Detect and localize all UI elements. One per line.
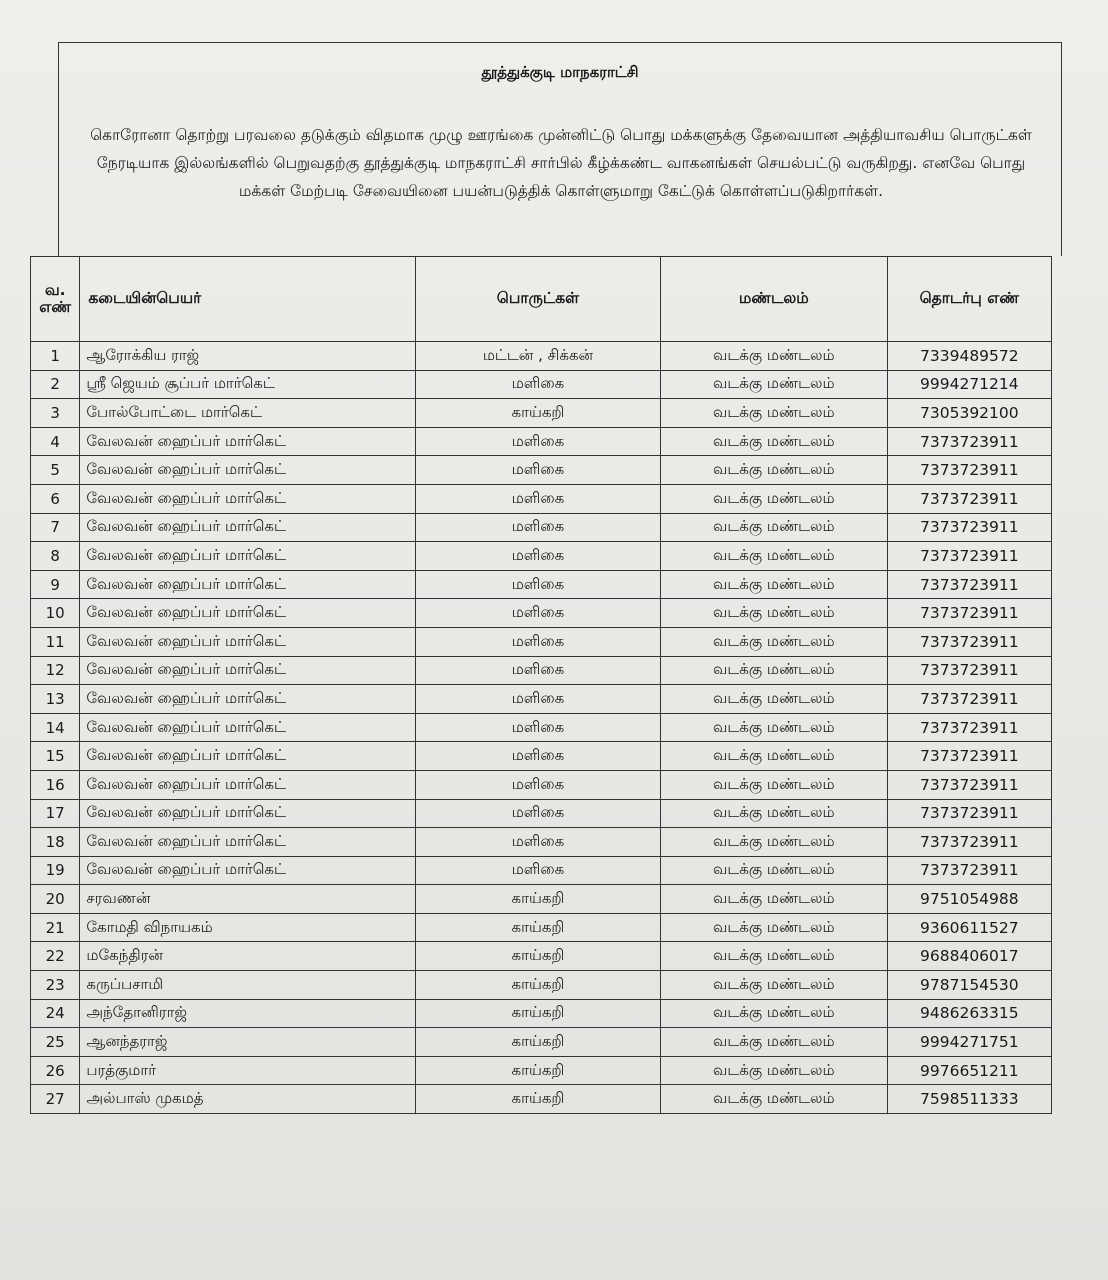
cell-product: மளிகை: [416, 856, 661, 885]
cell-zone: வடக்கு மண்டலம்: [660, 427, 887, 456]
cell-serial-number: 1: [31, 342, 80, 371]
cell-serial-number: 3: [31, 399, 80, 428]
cell-product: மளிகை: [416, 828, 661, 857]
cell-product: காய்கறி: [416, 942, 661, 971]
shop-table: [30, 256, 1052, 1114]
table-row: [31, 971, 1052, 1000]
cell-phone: 7373723911: [887, 513, 1051, 542]
cell-phone: 7373723911: [887, 656, 1051, 685]
cell-phone: 9688406017: [887, 942, 1051, 971]
cell-phone: 7373723911: [887, 599, 1051, 628]
cell-serial-number: 21: [31, 913, 80, 942]
cell-zone: வடக்கு மண்டலம்: [660, 570, 887, 599]
cell-phone: 7373723911: [887, 685, 1051, 714]
table-body: [31, 342, 1052, 1114]
table-row: [31, 942, 1052, 971]
table-row: [31, 542, 1052, 571]
cell-serial-number: 14: [31, 713, 80, 742]
cell-serial-number: 10: [31, 599, 80, 628]
cell-phone: 9976651211: [887, 1056, 1051, 1085]
cell-phone: 7373723911: [887, 484, 1051, 513]
cell-shop-name: வேலவன் ஹைப்பர் மார்கெட்: [80, 742, 416, 771]
cell-shop-name: வேலவன் ஹைப்பர் மார்கெட்: [80, 427, 416, 456]
cell-serial-number: 23: [31, 971, 80, 1000]
table-row: [31, 685, 1052, 714]
table-row: [31, 1085, 1052, 1114]
cell-zone: வடக்கு மண்டலம்: [660, 999, 887, 1028]
cell-phone: 9787154530: [887, 971, 1051, 1000]
cell-product: மளிகை: [416, 484, 661, 513]
cell-zone: வடக்கு மண்டலம்: [660, 456, 887, 485]
cell-product: மளிகை: [416, 599, 661, 628]
cell-shop-name: சரவணன்: [80, 885, 416, 914]
table-row: [31, 1056, 1052, 1085]
table-row: [31, 999, 1052, 1028]
table-row: [31, 828, 1052, 857]
cell-serial-number: 20: [31, 885, 80, 914]
table-row: [31, 342, 1052, 371]
cell-zone: வடக்கு மண்டலம்: [660, 713, 887, 742]
cell-phone: 7373723911: [887, 856, 1051, 885]
cell-shop-name: வேலவன் ஹைப்பர் மார்கெட்: [80, 599, 416, 628]
cell-shop-name: வேலவன் ஹைப்பர் மார்கெட்: [80, 770, 416, 799]
cell-serial-number: 16: [31, 770, 80, 799]
cell-phone: 7373723911: [887, 456, 1051, 485]
cell-product: மளிகை: [416, 627, 661, 656]
header-serial-number: வ. எண்: [31, 257, 80, 342]
table-row: [31, 513, 1052, 542]
cell-zone: வடக்கு மண்டலம்: [660, 627, 887, 656]
cell-product: மளிகை: [416, 570, 661, 599]
cell-zone: வடக்கு மண்டலம்: [660, 685, 887, 714]
cell-serial-number: 6: [31, 484, 80, 513]
cell-zone: வடக்கு மண்டலம்: [660, 342, 887, 371]
table-row: [31, 713, 1052, 742]
cell-product: காய்கறி: [416, 399, 661, 428]
cell-shop-name: வேலவன் ஹைப்பர் மார்கெட்: [80, 542, 416, 571]
header-zone: மண்டலம்: [660, 257, 887, 342]
table-header-row: [31, 257, 1052, 342]
header-shop-name: கடையின்பெயர்: [80, 257, 416, 342]
cell-zone: வடக்கு மண்டலம்: [660, 828, 887, 857]
cell-shop-name: போல்போட்டை மார்கெட்: [80, 399, 416, 428]
header-box: [58, 42, 1062, 256]
cell-phone: 7305392100: [887, 399, 1051, 428]
cell-shop-name: வேலவன் ஹைப்பர் மார்கெட்: [80, 685, 416, 714]
cell-serial-number: 9: [31, 570, 80, 599]
table-row: [31, 627, 1052, 656]
cell-serial-number: 22: [31, 942, 80, 971]
cell-shop-name: வேலவன் ஹைப்பர் மார்கெட்: [80, 828, 416, 857]
cell-phone: 7373723911: [887, 713, 1051, 742]
cell-shop-name: ஆரோக்கிய ராஜ்: [80, 342, 416, 371]
cell-phone: 7339489572: [887, 342, 1051, 371]
cell-zone: வடக்கு மண்டலம்: [660, 1056, 887, 1085]
table-row: [31, 399, 1052, 428]
cell-serial-number: 15: [31, 742, 80, 771]
cell-product: மளிகை: [416, 656, 661, 685]
cell-phone: 7373723911: [887, 427, 1051, 456]
cell-zone: வடக்கு மண்டலம்: [660, 656, 887, 685]
cell-phone: 9751054988: [887, 885, 1051, 914]
cell-shop-name: ஆனந்தராஜ்: [80, 1028, 416, 1057]
cell-product: மளிகை: [416, 685, 661, 714]
cell-serial-number: 24: [31, 999, 80, 1028]
cell-serial-number: 25: [31, 1028, 80, 1057]
cell-phone: 7373723911: [887, 828, 1051, 857]
table-row: [31, 856, 1052, 885]
cell-shop-name: ஸ்ரீ ஜெயம் சூப்பர் மார்கெட்: [80, 370, 416, 399]
cell-zone: வடக்கு மண்டலம்: [660, 1085, 887, 1114]
cell-serial-number: 12: [31, 656, 80, 685]
cell-product: மளிகை: [416, 799, 661, 828]
cell-phone: 9994271751: [887, 1028, 1051, 1057]
cell-zone: வடக்கு மண்டலம்: [660, 799, 887, 828]
cell-product: மளிகை: [416, 542, 661, 571]
cell-zone: வடக்கு மண்டலம்: [660, 484, 887, 513]
cell-phone: 9360611527: [887, 913, 1051, 942]
cell-product: காய்கறி: [416, 1085, 661, 1114]
header-contact: தொடர்பு எண்: [887, 257, 1051, 342]
cell-zone: வடக்கு மண்டலம்: [660, 370, 887, 399]
cell-serial-number: 11: [31, 627, 80, 656]
cell-phone: 7373723911: [887, 627, 1051, 656]
cell-serial-number: 2: [31, 370, 80, 399]
cell-serial-number: 26: [31, 1056, 80, 1085]
cell-serial-number: 13: [31, 685, 80, 714]
cell-shop-name: வேலவன் ஹைப்பர் மார்கெட்: [80, 656, 416, 685]
cell-shop-name: வேலவன் ஹைப்பர் மார்கெட்: [80, 570, 416, 599]
table-row: [31, 742, 1052, 771]
cell-shop-name: அல்பாஸ் முகமத்: [80, 1085, 416, 1114]
cell-product: மளிகை: [416, 713, 661, 742]
cell-shop-name: வேலவன் ஹைப்பர் மார்கெட்: [80, 713, 416, 742]
cell-serial-number: 4: [31, 427, 80, 456]
cell-phone: 7373723911: [887, 742, 1051, 771]
table-row: [31, 770, 1052, 799]
cell-phone: 9994271214: [887, 370, 1051, 399]
cell-product: மளிகை: [416, 427, 661, 456]
cell-zone: வடக்கு மண்டலம்: [660, 971, 887, 1000]
cell-shop-name: வேலவன் ஹைப்பர் மார்கெட்: [80, 513, 416, 542]
cell-serial-number: 8: [31, 542, 80, 571]
cell-shop-name: வேலவன் ஹைப்பர் மார்கெட்: [80, 484, 416, 513]
cell-product: மளிகை: [416, 770, 661, 799]
cell-shop-name: வேலவன் ஹைப்பர் மார்கெட்: [80, 799, 416, 828]
table-row: [31, 456, 1052, 485]
cell-zone: வடக்கு மண்டலம்: [660, 399, 887, 428]
table-row: [31, 913, 1052, 942]
cell-phone: 7373723911: [887, 570, 1051, 599]
cell-product: காய்கறி: [416, 1056, 661, 1085]
cell-zone: வடக்கு மண்டலம்: [660, 913, 887, 942]
cell-product: காய்கறி: [416, 885, 661, 914]
cell-product: காய்கறி: [416, 913, 661, 942]
table-row: [31, 885, 1052, 914]
cell-phone: 7598511333: [887, 1085, 1051, 1114]
cell-shop-name: வேலவன் ஹைப்பர் மார்கெட்: [80, 456, 416, 485]
notice-paragraph: கொரோனா தொற்று பரவலை தடுக்கும் விதமாக முழு ஊரங்கை முன்னிட்டு பொது மக்களுக்கு தேவையான அத்தியாவசிய பொருட்கள் நேரடியாக இல்லங்களில் பெறுவதற்கு தூத்துக்குடி மாநகராட்சி சார்பில் கீழ்க்கண்ட வாகனங்கள் செயல்பட்டு வருகிறது. எனவே பொது மக்கள் மேற்படி சேவையினை பயன்படுத்திக் கொள்ளுமாறு கேட்டுக் கொள்ளப்படுகிறார்கள்.: [90, 126, 1032, 200]
cell-serial-number: 18: [31, 828, 80, 857]
page-title: தூத்துக்குடி மாநகராட்சி: [481, 63, 639, 81]
cell-shop-name: கருப்பசாமி: [80, 971, 416, 1000]
cell-shop-name: கோமதி விநாயகம்: [80, 913, 416, 942]
cell-zone: வடக்கு மண்டலம்: [660, 513, 887, 542]
cell-phone: 7373723911: [887, 799, 1051, 828]
cell-shop-name: வேலவன் ஹைப்பர் மார்கெட்: [80, 856, 416, 885]
cell-product: காய்கறி: [416, 1028, 661, 1057]
cell-product: மளிகை: [416, 513, 661, 542]
cell-zone: வடக்கு மண்டலம்: [660, 856, 887, 885]
cell-serial-number: 7: [31, 513, 80, 542]
cell-serial-number: 5: [31, 456, 80, 485]
cell-serial-number: 17: [31, 799, 80, 828]
cell-phone: 7373723911: [887, 542, 1051, 571]
cell-shop-name: மகேந்திரன்: [80, 942, 416, 971]
cell-product: மளிகை: [416, 742, 661, 771]
cell-phone: 7373723911: [887, 770, 1051, 799]
table-row: [31, 570, 1052, 599]
cell-product: மட்டன் , சிக்கன்: [416, 342, 661, 371]
cell-product: மளிகை: [416, 456, 661, 485]
table-row: [31, 599, 1052, 628]
cell-phone: 9486263315: [887, 999, 1051, 1028]
cell-product: காய்கறி: [416, 999, 661, 1028]
cell-zone: வடக்கு மண்டலம்: [660, 542, 887, 571]
cell-serial-number: 27: [31, 1085, 80, 1114]
table-row: [31, 656, 1052, 685]
cell-product: மளிகை: [416, 370, 661, 399]
cell-zone: வடக்கு மண்டலம்: [660, 742, 887, 771]
table-row: [31, 1028, 1052, 1057]
cell-zone: வடக்கு மண்டலம்: [660, 1028, 887, 1057]
cell-shop-name: பரத்குமார்: [80, 1056, 416, 1085]
cell-zone: வடக்கு மண்டலம்: [660, 770, 887, 799]
header-products: பொருட்கள்: [416, 257, 661, 342]
table-row: [31, 370, 1052, 399]
cell-shop-name: வேலவன் ஹைப்பர் மார்கெட்: [80, 627, 416, 656]
table-row: [31, 799, 1052, 828]
cell-zone: வடக்கு மண்டலம்: [660, 599, 887, 628]
cell-zone: வடக்கு மண்டலம்: [660, 885, 887, 914]
cell-shop-name: அந்தோனிராஜ்: [80, 999, 416, 1028]
cell-serial-number: 19: [31, 856, 80, 885]
cell-zone: வடக்கு மண்டலம்: [660, 942, 887, 971]
cell-product: காய்கறி: [416, 971, 661, 1000]
table-row: [31, 484, 1052, 513]
table-row: [31, 427, 1052, 456]
